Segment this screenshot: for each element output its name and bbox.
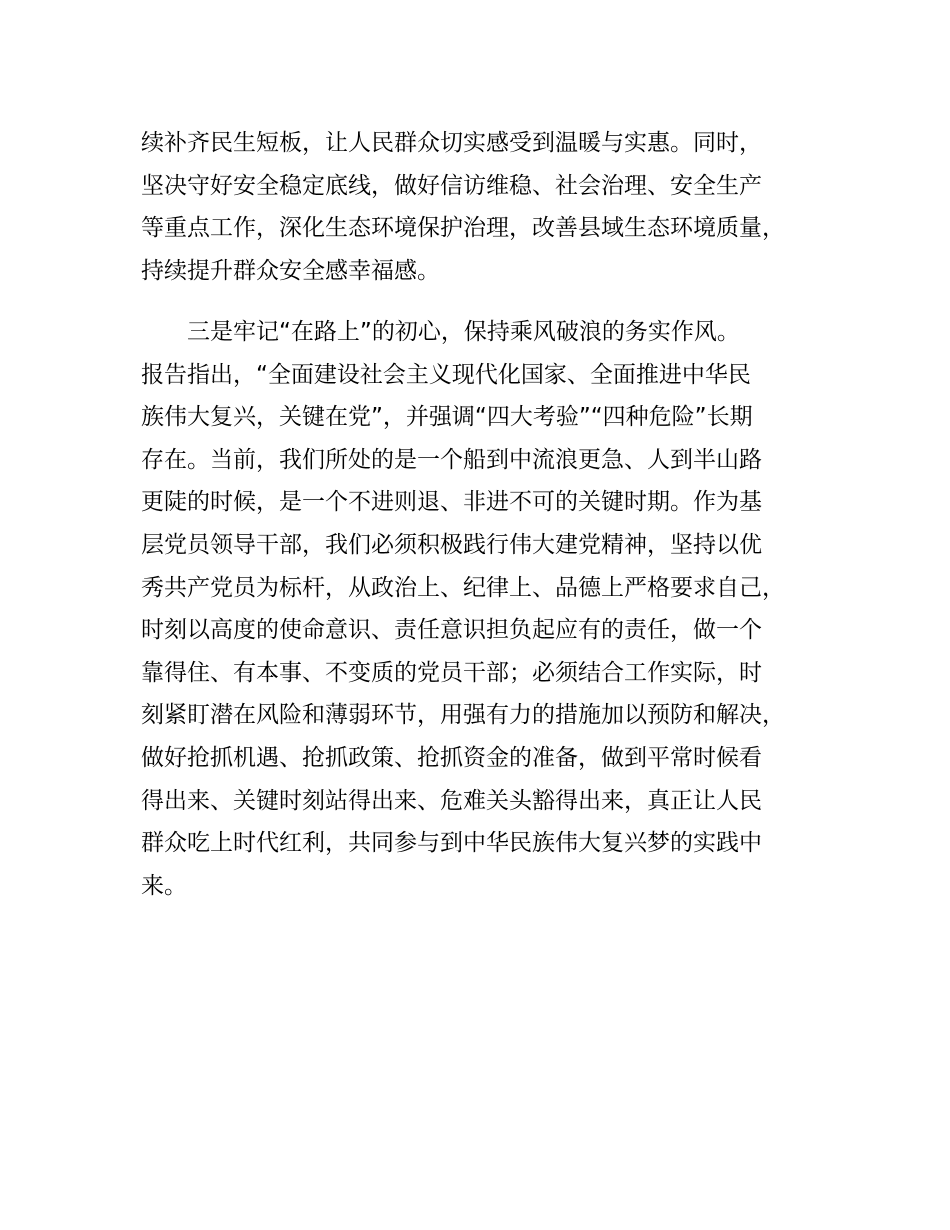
text-line: 来。 [141,872,187,899]
text-line: 做好抢抓机遇、抢抓政策、抢抓资金的准备，做到平常时候看 [141,744,762,771]
text-line: 存在。当前，我们所处的是一个船到中流浪更急、人到半山路 [141,446,762,473]
text-line: 坚决守好安全稳定底线，做好信访维稳、社会治理、安全生产 [141,172,762,199]
text-line: 续补齐民生短板，让人民群众切实感受到温暖与实惠。同时， [141,130,762,156]
text-line: 等重点工作，深化生态环境保护治理，改善县域生态环境质量， [141,215,785,242]
text-line: 报告指出，“全面建设社会主义现代化国家、全面推进中华民 [141,361,751,388]
text-line: 持续提升群众安全感幸福感。 [141,257,440,284]
text-line: 群众吃上时代红利，共同参与到中华民族伟大复兴梦的实践中 [141,830,762,857]
text-line: 靠得住、有本事、不变质的党员干部；必须结合工作实际，时 [141,659,762,686]
text-line: 时刻以高度的使命意识、责任意识担负起应有的责任，做一个 [141,617,762,644]
text-line: 秀共产党员为标杆，从政治上、纪律上、品德上严格要求自己， [141,574,785,601]
paragraph-continuation [141,122,841,292]
text-line: 得出来、关键时刻站得出来、危难关头豁得出来，真正让人民 [141,787,762,814]
paragraph-third-point [141,311,841,907]
text-line: 层党员领导干部，我们必须积极践行伟大建党精神，坚持以优 [141,531,762,558]
text-line: 刻紧盯潜在风险和薄弱环节，用强有力的措施加以预防和解决， [141,702,785,729]
text-line: 三是牢记“在路上”的初心，保持乘风破浪的务实作风。 [141,319,740,345]
text-line: 族伟大复兴，关键在党”，并强调“四大考验”“四种危险”长期 [141,404,753,431]
text-line: 更陡的时候，是一个不进则退、非进不可的关键时期。作为基 [141,489,762,516]
